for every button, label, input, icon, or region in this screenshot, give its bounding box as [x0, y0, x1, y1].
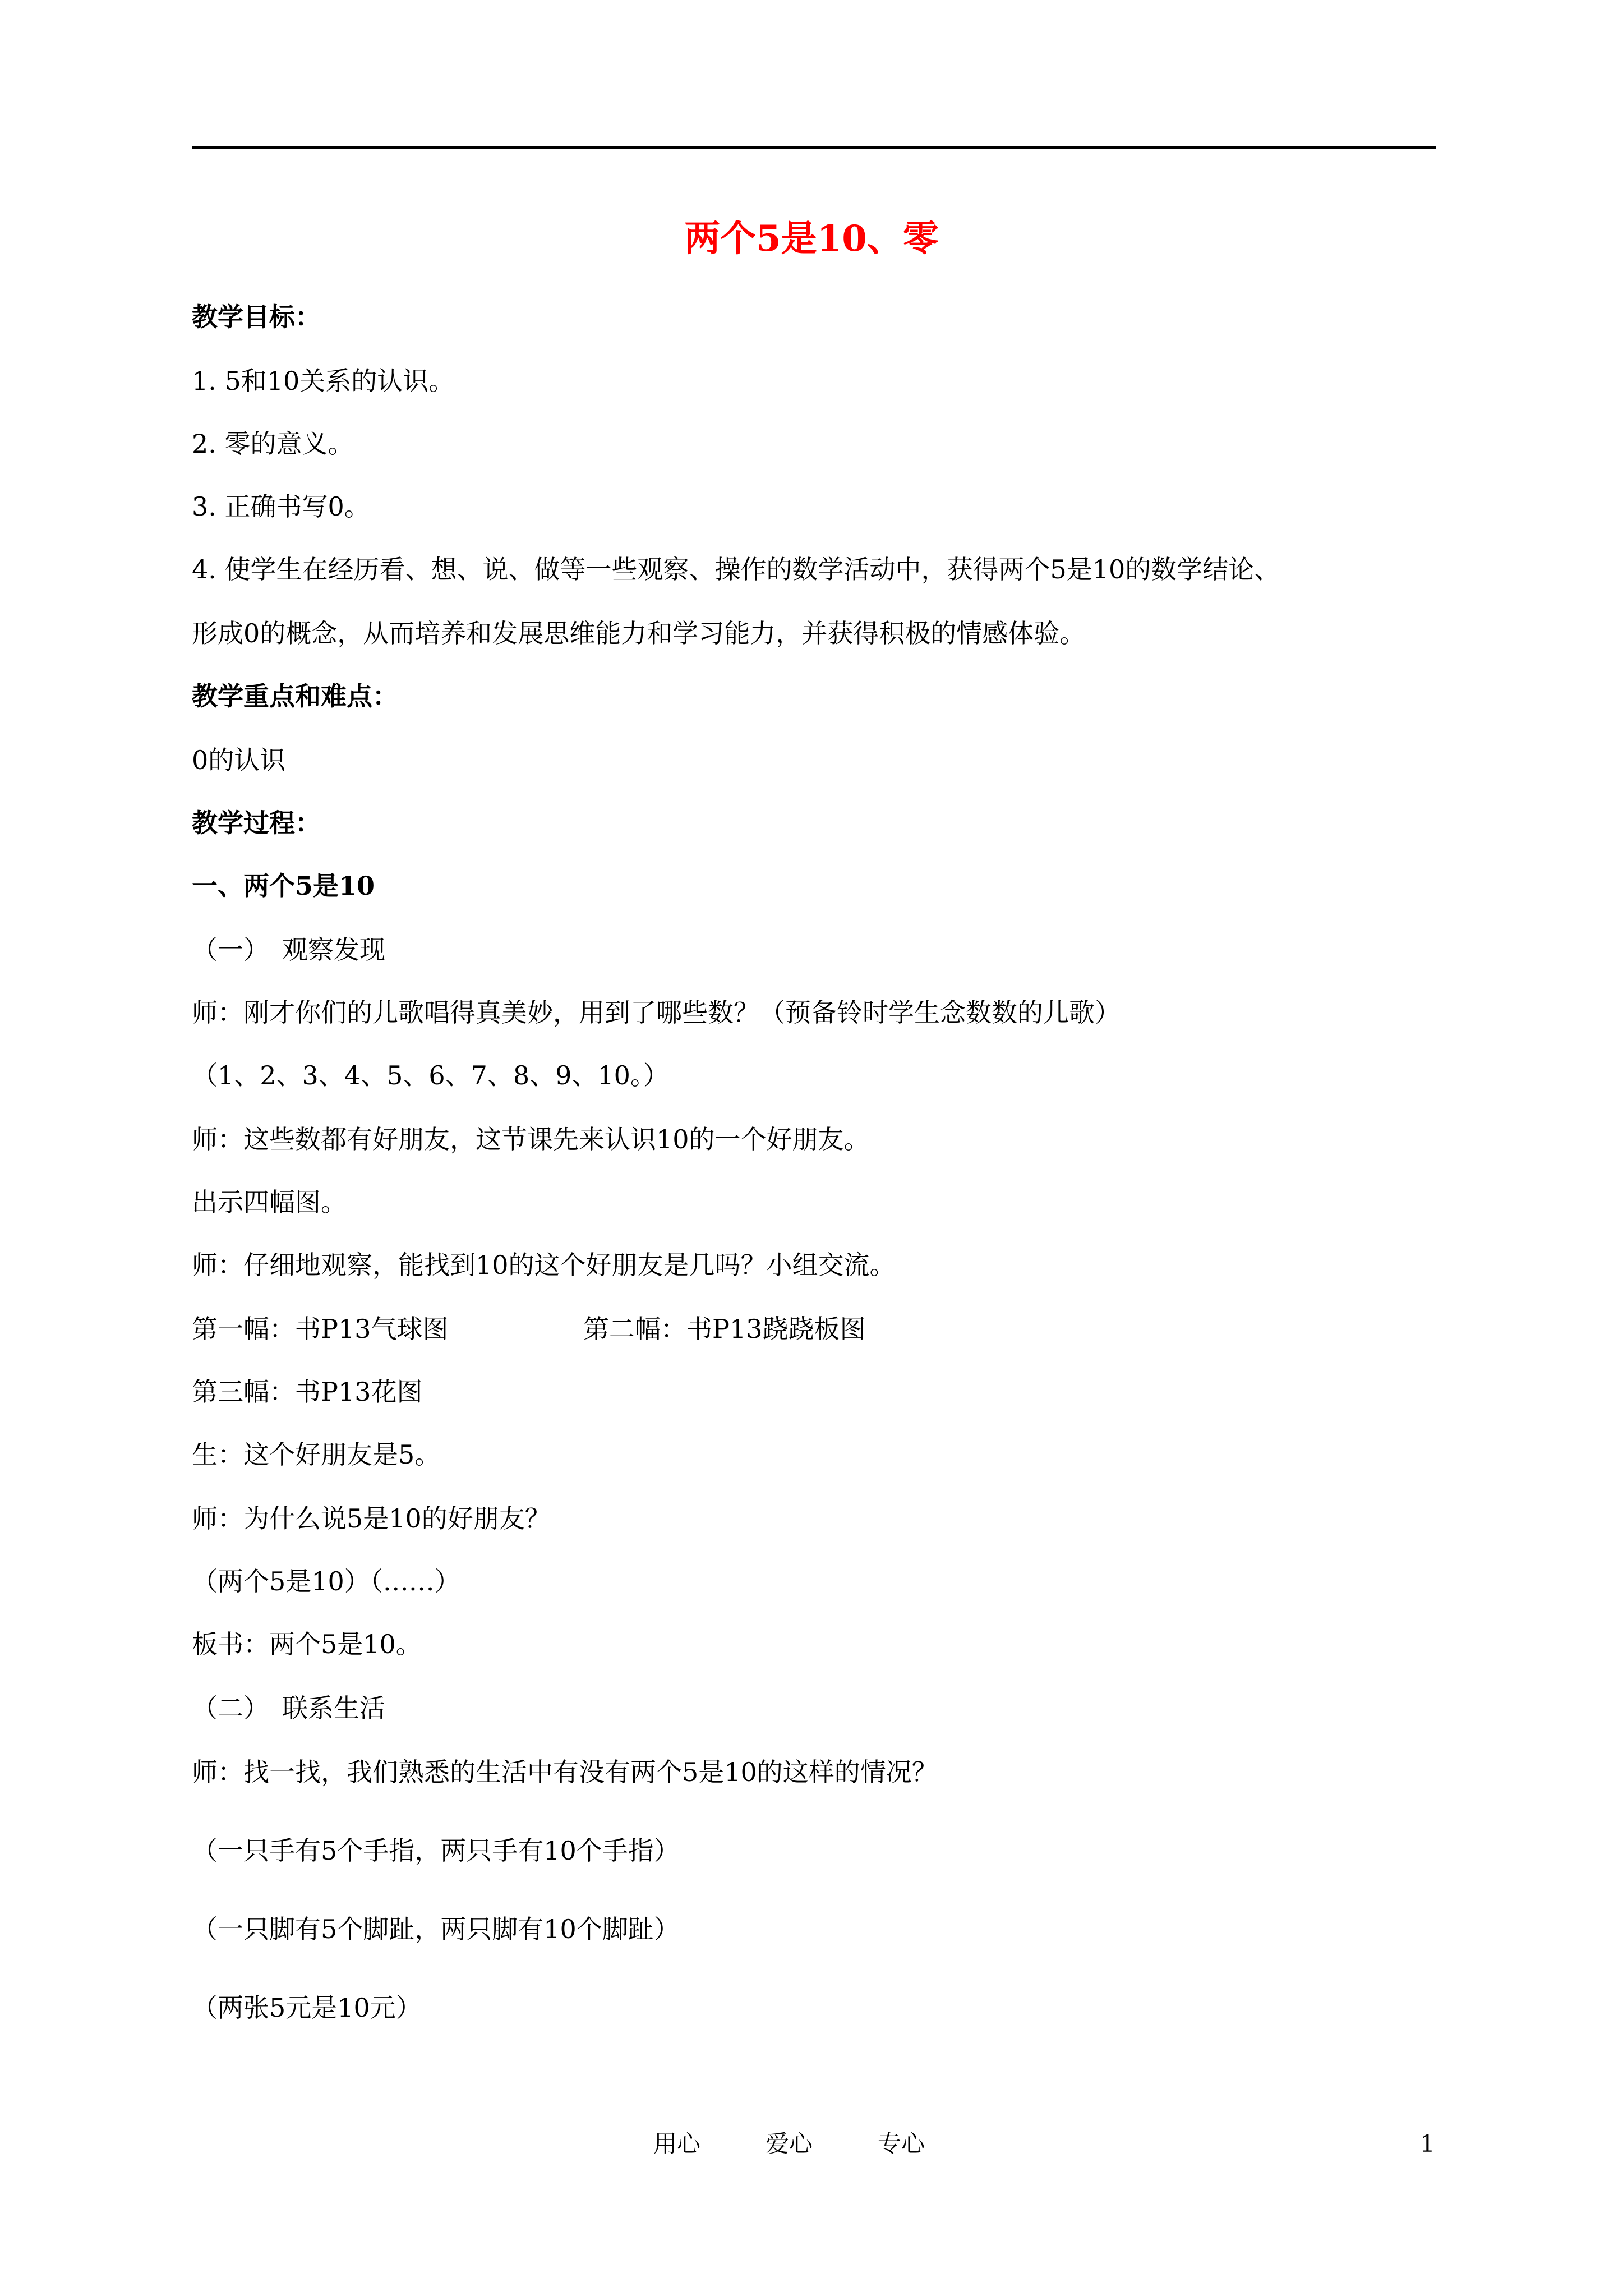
picture-one-label: 第一幅：书P13气球图 [192, 1314, 449, 1344]
process-line: （1、2、3、4、5、6、7、8、9、10。） [192, 1060, 669, 1091]
header-rule [192, 146, 1436, 149]
process-line: 出示四幅图。 [192, 1187, 347, 1217]
process-line: 板书：两个5是10。 [192, 1629, 422, 1659]
picture-two-label: 第二幅：书P13跷跷板图 [583, 1314, 866, 1344]
process-heading: 教学过程： [192, 808, 321, 838]
goal-item-3: 3. 正确书写0。 [192, 491, 370, 522]
key-points-text: 0的认识 [192, 745, 286, 775]
goal-item-2: 2. 零的意义。 [192, 429, 354, 459]
goal-item-4: 4. 使学生在经历看、想、说、做等一些观察、操作的数学活动中，获得两个5是10的数学结论、 [192, 554, 1280, 585]
footer-motto-2: 爱心 [766, 2130, 813, 2157]
key-points-heading: 教学重点和难点： [192, 681, 398, 711]
footer-motto-3: 专心 [878, 2130, 925, 2157]
goals-heading: 教学目标： [192, 302, 321, 332]
document-title: 两个5是10、零 [684, 218, 939, 260]
picture-three-label: 第三幅：书P13花图 [192, 1377, 423, 1407]
process-line: （两张5元是10元） [192, 1993, 422, 2023]
subsection-heading-2: （二） 联系生活 [192, 1693, 385, 1723]
subsection-heading-1: （一） 观察发现 [192, 935, 385, 965]
page-number: 1 [1420, 2130, 1435, 2157]
process-line: 生：这个好朋友是5。 [192, 1439, 441, 1470]
goal-item-4-continued: 形成0的概念，从而培养和发展思维能力和学习能力，并获得积极的情感体验。 [192, 618, 1086, 648]
process-line: 师：找一找，我们熟悉的生活中有没有两个5是10的这样的情况？ [192, 1757, 938, 1787]
footer-motto-1: 用心 [653, 2130, 701, 2157]
process-line: （一只脚有5个脚趾，两只脚有10个脚趾） [192, 1914, 680, 1944]
process-line: 师：这些数都有好朋友，这节课先来认识10的一个好朋友。 [192, 1124, 870, 1154]
process-line: （一只手有5个手指，两只手有10个手指） [192, 1835, 680, 1866]
goal-item-1: 1. 5和10关系的认识。 [192, 366, 455, 396]
process-line: 师：仔细地观察，能找到10的这个好朋友是几吗？小组交流。 [192, 1250, 896, 1280]
process-line: 师：为什么说5是10的好朋友？ [192, 1503, 551, 1534]
process-line: （两个5是10）（……） [192, 1566, 460, 1596]
part-one-heading: 一、两个5是10 [192, 871, 375, 901]
process-line: 师：刚才你们的儿歌唱得真美妙，用到了哪些数？（预备铃时学生念数数的儿歌） [192, 997, 1121, 1028]
